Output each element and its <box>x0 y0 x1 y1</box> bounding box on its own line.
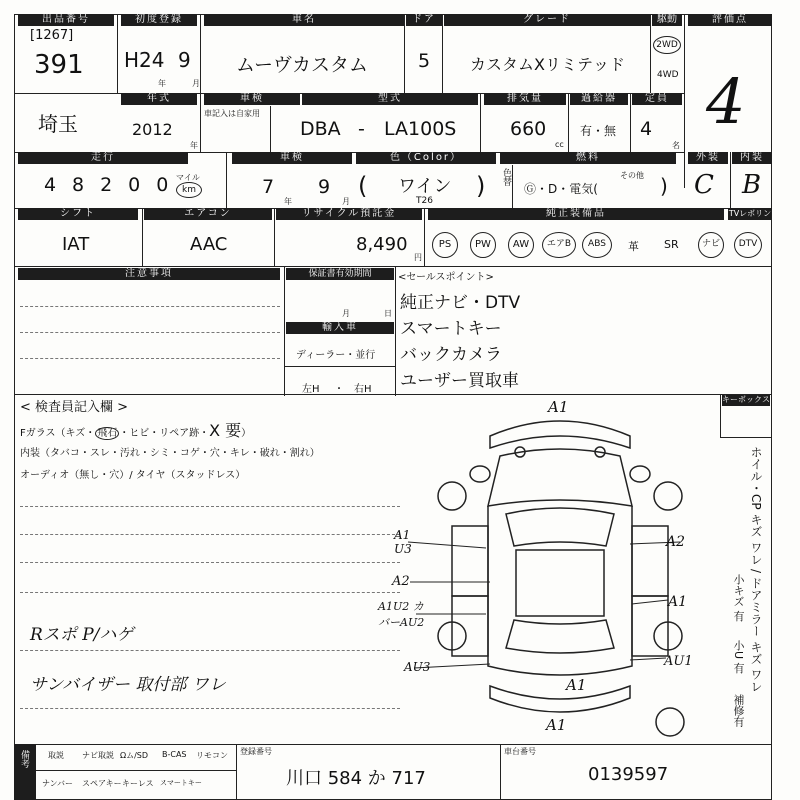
exterior-value: C <box>694 170 714 200</box>
turbo: 有・無 <box>580 124 617 138</box>
mileage-digit-4: 0 <box>128 174 141 196</box>
header-tv: TVレボリン <box>728 209 772 218</box>
header-interior: 内装 <box>732 152 772 164</box>
header-score: 評価点 <box>688 14 772 26</box>
equip-leather: 革 <box>628 240 639 253</box>
header-keybox: キーボックス <box>722 395 770 404</box>
bottom-label-sd: Ωム/SD <box>120 751 149 760</box>
fuel-options: Ⓖ・D・電気( <box>524 182 598 196</box>
color-change-label: 色替 <box>501 168 511 186</box>
mileage-digits <box>44 174 178 196</box>
mark-front: A1 <box>548 398 569 416</box>
diagram-legend-4: 補修有 <box>732 694 745 727</box>
import-right: 右H <box>354 384 372 395</box>
header-type: 型式 <box>302 93 478 105</box>
bottom-label-navi-manual: ナビ取説 <box>82 751 114 760</box>
transmission-value: IAT <box>62 234 90 255</box>
first-reg-era: H24 <box>124 48 165 72</box>
diagram-legend-2: 小キズ 有 <box>732 574 745 622</box>
bottom-label-remote: リモコン <box>196 751 228 760</box>
header-car-name: 車名 <box>204 14 404 26</box>
equip-airbag: エアB <box>542 232 576 258</box>
bottom-label-bcas: B-CAS <box>162 750 187 759</box>
equip-pw: PW <box>470 232 496 258</box>
header-ac: エアコン <box>144 208 272 220</box>
bottom-label-smart-key: スマートキー <box>160 779 202 787</box>
bottom-label-spare-key: スペアキー <box>82 779 122 788</box>
inspection-year: 7 <box>262 176 275 198</box>
inspection-year-unit: 年 <box>284 197 292 206</box>
capacity: 4 <box>640 118 653 140</box>
score-value: 4 <box>706 65 746 138</box>
equip-dtv: DTV <box>734 232 762 258</box>
first-reg-year-unit: 年 <box>158 79 166 88</box>
header-first-reg: 初度登録 <box>121 14 197 26</box>
header-drive: 駆動 <box>652 14 682 26</box>
import-dot: ・ <box>334 384 344 395</box>
first-reg-month: 9 <box>178 48 191 72</box>
warranty-day: 日 <box>384 309 392 318</box>
inspector-line-1: Fガラス（キズ・ 飛石 ・ヒビ・リペア跡・X 要） <box>20 421 252 440</box>
inspector-line-1-circled: 飛石 <box>97 428 118 439</box>
equip-aw: AW <box>508 232 534 258</box>
type-prefix: DBA <box>300 118 341 140</box>
plate-number: 川口 584 か 717 <box>286 768 426 789</box>
color-name: ワイン <box>398 176 452 197</box>
sales-points-header: <セールスポイント> <box>398 272 494 283</box>
model-year: 2012 <box>132 120 173 139</box>
equip-abs: ABS <box>582 232 612 258</box>
header-model-year: 年式 <box>121 93 197 105</box>
inspection-month: 9 <box>318 176 331 198</box>
drive-4wd: 4WD <box>657 70 679 80</box>
header-displacement: 排気量 <box>484 93 566 105</box>
color-code: T26 <box>416 196 433 206</box>
header-fuel: 燃料 <box>500 152 676 164</box>
sales-point-1: 純正ナビ・DTV <box>400 293 521 313</box>
region: 埼玉 <box>38 112 78 136</box>
header-exterior: 外装 <box>688 152 728 164</box>
car-damage-diagram <box>400 396 720 746</box>
sales-point-4: ユーザー買取車 <box>400 371 519 391</box>
inspector-line-1-mark: X 要 <box>209 421 242 440</box>
mileage-digit-5: 0 <box>156 174 169 196</box>
inspector-hand-1: Rスポ P/ハゲ <box>30 625 134 645</box>
mark-left-mid: A2 <box>392 574 410 589</box>
inspector-header: < 検査員記入欄 > <box>20 400 129 415</box>
mark-rear-2: A1 <box>546 716 567 734</box>
bottom-label-keyless: キーレス <box>122 779 154 788</box>
fuel-other: その他 <box>620 171 644 180</box>
equip-ps: PS <box>432 232 458 258</box>
car-doors: 5 <box>418 50 431 72</box>
header-capacity: 定員 <box>632 93 682 105</box>
capacity-unit: 名 <box>672 141 680 150</box>
mark-left-front: A1 U3 <box>394 528 412 556</box>
mark-left-rear: A1U2 カバーAU2 <box>378 600 425 629</box>
mark-left-bumper: AU3 <box>404 660 431 674</box>
mark-right-front: A2 <box>666 534 686 550</box>
header-notes: 注意事項 <box>18 268 280 280</box>
header-inspection-period: 車検 <box>232 152 352 164</box>
inspection-month-unit: 月 <box>342 197 350 206</box>
header-doors: ドア <box>406 14 442 26</box>
inspection-note: 車記入は自家用 <box>204 109 260 118</box>
header-mileage: 走行 <box>18 152 188 164</box>
header-import: 輸入車 <box>286 322 394 334</box>
header-turbo: 過給器 <box>570 93 628 105</box>
inspector-line-3: オーディオ（無し・穴）/ タイヤ（スタッドレス） <box>20 470 246 481</box>
type-dash: - <box>358 118 365 140</box>
sales-point-2: スマートキー <box>400 319 502 339</box>
inspector-line-2: 内装（タバコ・スレ・汚れ・シミ・コゲ・穴・キレ・破れ・割れ） <box>20 448 320 459</box>
car-name: ムーヴカスタム <box>236 54 369 76</box>
interior-value: B <box>742 170 762 200</box>
first-reg-month-unit: 月 <box>192 79 200 88</box>
header-warranty: 保証書有効期間 <box>286 268 394 280</box>
drive-2wd-circle: 2WD <box>653 36 681 54</box>
header-lot: 出品番号 <box>18 14 114 26</box>
ac-value: AAC <box>190 234 228 255</box>
mileage-unit-mile: マイル <box>176 173 200 182</box>
recycle-value: 8,490 <box>356 234 408 255</box>
color-close-paren: ) <box>476 172 486 200</box>
warranty-month: 月 <box>342 309 350 318</box>
mileage-digit-1: 4 <box>44 174 57 196</box>
color-open-paren: ( <box>358 172 368 200</box>
bottom-side-text: 備考 <box>19 750 29 768</box>
mileage-digit-2: 8 <box>72 174 85 196</box>
header-equipment: 純正装備品 <box>428 208 724 220</box>
mark-rear-1: A1 <box>566 676 587 694</box>
header-recycle: リサイクル預託金 <box>276 208 422 220</box>
header-color: 色（Color） <box>356 152 496 164</box>
header-transmission: シフト <box>18 208 138 220</box>
model-year-unit: 年 <box>190 141 198 150</box>
keybox <box>720 394 772 438</box>
car-grade: カスタムXリミテッド <box>470 55 625 74</box>
mark-right-bumper: AU1 <box>664 654 693 669</box>
diagram-legend-3: 小U 有 <box>732 640 745 674</box>
lot-number: 391 <box>34 50 84 80</box>
frame-header: 車台番号 <box>504 747 536 756</box>
equip-sunroof: SR <box>664 238 679 251</box>
bottom-label-number: ナンバー <box>42 779 74 788</box>
import-dealer: ディーラー・並行 <box>296 350 376 361</box>
fuel-close: ) <box>660 174 668 198</box>
mark-right-rear: A1 <box>668 594 688 610</box>
import-left: 左H <box>302 384 320 395</box>
header-inspection: 車検 <box>204 93 300 105</box>
type-code: LA100S <box>384 118 457 140</box>
diagram-legend-1: ホイル・CP キズ ワレ / ドアミラー キズ ワレ <box>749 446 763 693</box>
plate-header: 登録番号 <box>240 747 272 756</box>
lot-tag: [1267] <box>30 28 74 43</box>
displacement: 660 <box>510 118 547 140</box>
equip-navi: ナビ <box>698 232 724 258</box>
recycle-unit: 円 <box>414 253 422 262</box>
frame-number: 0139597 <box>588 764 669 785</box>
inspector-hand-2: サンバイザー 取付部 ワレ <box>30 675 226 695</box>
displacement-unit: cc <box>555 140 564 149</box>
sales-point-3: バックカメラ <box>400 345 502 365</box>
bottom-label-manual: 取説 <box>48 751 64 760</box>
mileage-unit-km: km <box>176 182 202 198</box>
header-grade: グレード <box>444 14 650 26</box>
mileage-digit-3: 2 <box>100 174 113 196</box>
